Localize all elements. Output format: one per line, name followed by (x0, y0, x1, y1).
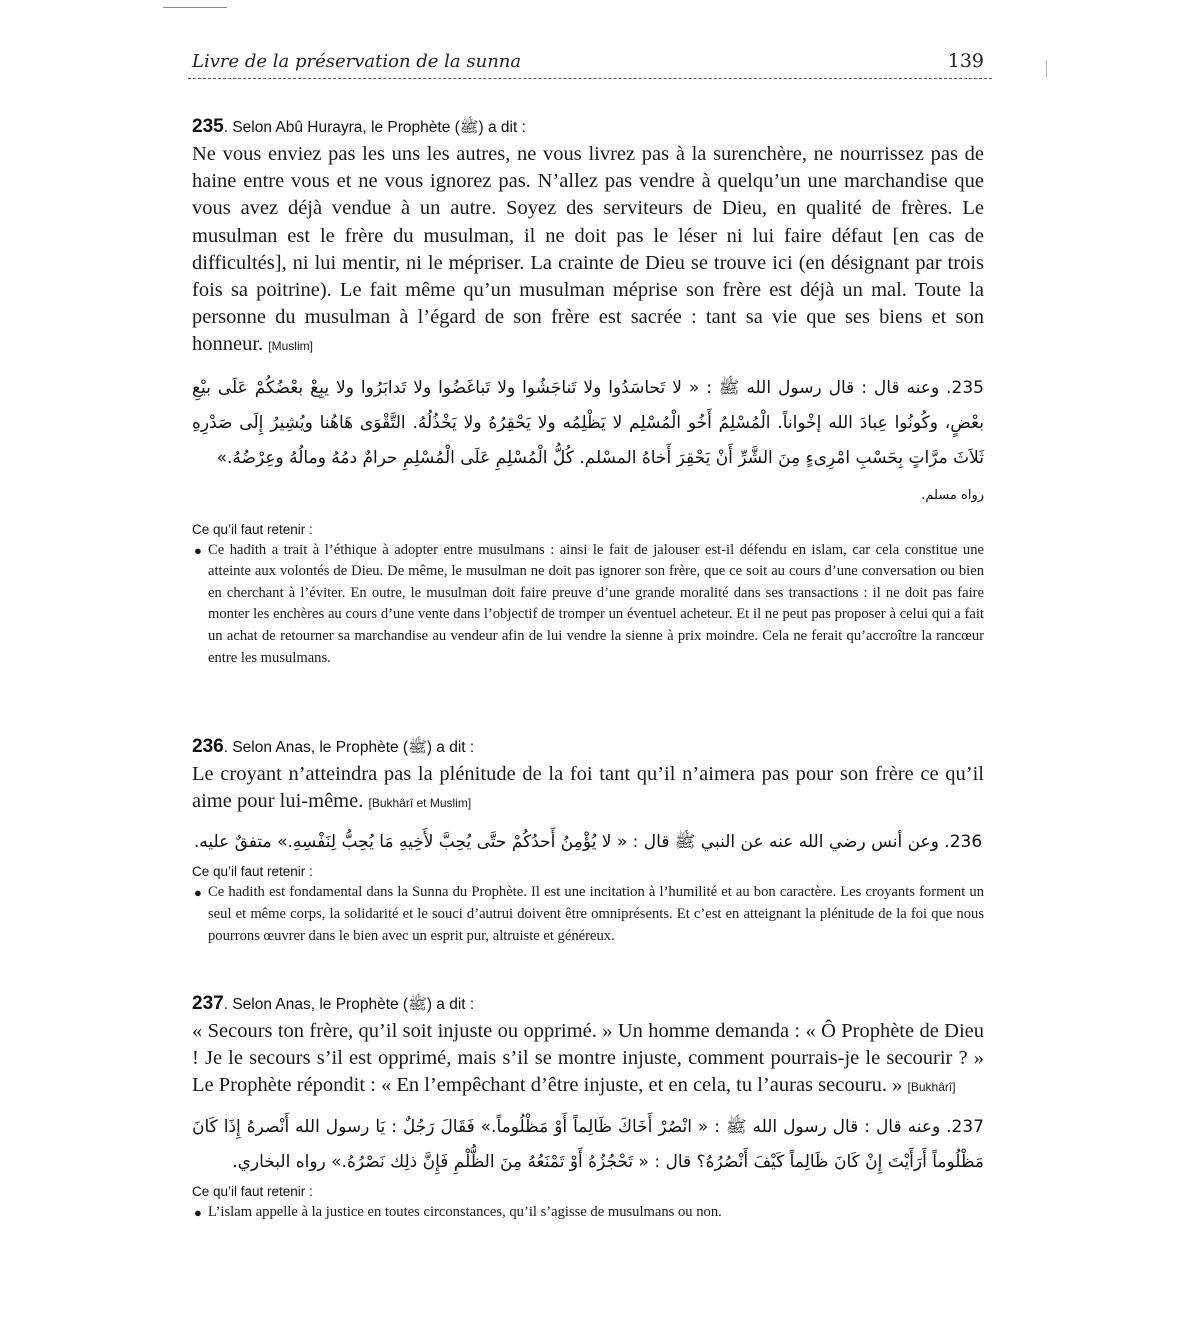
retain-list (192, 882, 984, 947)
hadith-236 (192, 736, 984, 947)
retain-label: Ce qu’il faut retenir : (192, 864, 313, 880)
retain-label: Ce qu’il faut retenir : (192, 521, 313, 537)
bullet-icon: ● (194, 1204, 202, 1220)
hadith-heading (192, 993, 984, 1015)
hadith-235 (192, 116, 984, 669)
hadith-arabic-text: 235. وعنه قال : قال رسول الله ﷺ : « لا تَحاسَدُوا ولا تَناجَشُوا ولا تَباغَضُوا ولا تَدابَرُوا ولا يبِعْ بعْضُكُمْ عَلَى بيْعِ بعْضٍ، وكُونُوا عِبادَ الله إخْواناً. الْمُسْلِمُ أَخُو الْمُسْلِم لا يَظْلِمُه ولا يَحْقِرُهُ ولا يَخْذُلُهُ. التَّقْوَى هَاهُنا ويُشِيرُ إِلَى صَدْرِهِ ثَلاَثَ مرَّاتٍ بِحَسْبِ امْرِىءٍ مِنَ الشَّرِّ أَنْ يَحْقِرَ أَخاهُ المسْلم. كُلُّ الْمُسْلِمِ عَلَى الْمُسْلِمِ حرامٌ دمُهُ ومالُهُ وعِرْضُهُ.» (192, 377, 984, 468)
hadith-intro: . Selon Anas, le Prophète (ﷺ) a dit : (223, 739, 475, 756)
book-page (192, 44, 984, 1220)
retain-list (192, 540, 984, 670)
hadith-heading (192, 736, 984, 758)
hadith-french-text (192, 141, 984, 361)
page-number: 139 (947, 50, 984, 72)
header-rule (188, 78, 992, 79)
hadith-237 (192, 993, 984, 1223)
hadith-arabic-reference (192, 476, 984, 514)
hadith-number: 237 (192, 993, 224, 1014)
retain-point-text: Ce hadith est fondamental dans la Sunna du Prophète. Il est une incitation à l’humilité et au bon caractère. Les croyants forment un seul et même corps, la solidarité et le souci d’autrui doivent être omniprésents. Et c’est en atteignant la plénitude de la foi que nous pourrons œuvrer dans le bien avec un esprit pur, altruiste et généreux. (208, 884, 984, 944)
hadith-french-text (192, 761, 984, 817)
retain-list (192, 1202, 984, 1224)
running-head (192, 44, 984, 72)
hadith-source: [Muslim] (268, 339, 313, 354)
hadith-french-text (192, 1018, 984, 1102)
french-body: Le croyant n’atteindra pas la plénitude de la foi tant qu’il n’aimera pas pour son frère ce qu’il aime pour lui-même. (192, 763, 984, 813)
hadith-intro: . Selon Anas, le Prophète (ﷺ) a dit : (223, 996, 475, 1013)
retain-point (192, 540, 984, 670)
running-head-title: Livre de la préservation de la sunna (192, 51, 522, 72)
french-body: « Secours ton frère, qu’il soit injuste ou opprimé. » Un homme demanda : « Ô Prophète de Dieu ! Je le secours s’il est opprimé, mais s’il se montre injuste, comment pourrais-je le secourir ? » Le Prophète répondit : « En l’empêchant d’être injuste, et en cela, tu l’auras secouru. » (192, 1020, 984, 1097)
retain-point-text: Ce hadith a trait à l’éthique à adopter entre musulmans : ainsi le fait de jalouser est-il défendu en islam, car cela constitue une atteinte aux volontés de Dieu. De même, le musulman ne doit pas ignorer son frère, que ce soit au cours d’une conversation ou bien en cherchant à l’éviter. En outre, le musulman doit faire preuve d’une grande moralité dans ses transactions : il ne doit pas faire monter les enchères au cours d’une vente dans l’objectif de tromper un éventuel acheteur. Et il ne peut pas proposer à celui qui a fait un achat de retourner sa marchandise au vendeur afin de lui vendre la sienne à prix moindre. Cela ne ferait qu’accroître la rancœur entre les musulmans. (208, 541, 984, 666)
bullet-icon: ● (194, 542, 202, 558)
hadith-intro: . Selon Abû Hurayra, le Prophète (ﷺ) a dit : (223, 119, 526, 136)
hadith-arabic-text: 237. وعنه قال : قال رسول الله ﷺ : « انْصُرْ أَخَاكَ ظَالِماً أَوْ مَظْلُوماً.» فَقَالَ رَجُلٌ : يَا رسول الله أَنْصرهُ إِذَا كَانَ مَظْلُوماً أَرَأَيْتَ إِنْ كَانَ ظَالِماً كَيْفَ أَنْصُرُهُ؟ قال : « تَحْجُزُهُ أَوْ تَمْنَعُهُ مِنَ الظُّلْمِ فَإِنَّ ذلِك نَصْرُهُ.» رواه البخاري. (192, 1116, 984, 1172)
hadith-number: 235 (192, 116, 224, 137)
hadith-arabic-text: 236. وعن أنس رضي الله عنه عن النبي ﷺ قال : « لا يُؤْمِنُ أَحدُكُمْ حتَّى يُحِبَّ لأَخِيهِ مَا يُحِبُّ لِنَفْسِهِ.» متفقٌ عليه. (193, 832, 983, 853)
scan-edge-mark (1046, 60, 1047, 78)
retain-point (192, 882, 984, 947)
french-body: Ne vous enviez pas les uns les autres, ne vous livrez pas à la surenchère, ne nourrissez pas de haine entre vous et ne vous ignorez pas. N’allez pas vendre à quelqu’un une marchandise que vous avez déjà vendue à un autre. Soyez des serviteurs de Dieu, en qualité de frères. Le musulman est le frère du musulman, il ne doit pas le léser ni lui faire défaut [en cas de difficultés], ni lui mentir, ni le mépriser. La crainte de Dieu se trouve ici (en désignant par trois fois sa poitrine). Le fait même qu’un musulman méprise son frère est déjà un mal. Toute la personne du musulman à l’égard de son frère est sacrée : tant sa vie que ses biens et son honneur. (192, 143, 984, 356)
bullet-icon: ● (194, 885, 202, 901)
arabic-ref: رواه مسلم. (921, 487, 984, 503)
retain-point (192, 1202, 984, 1224)
retain-point-text: L’islam appelle à la justice en toutes circonstances, qu’il s’agisse de musulmans ou non. (208, 1203, 722, 1220)
hadith-source: [Bukhârî] (907, 1080, 956, 1095)
hadith-source: [Bukhârî et Muslim] (368, 796, 472, 811)
scan-artifact-mark (163, 7, 227, 8)
hadith-number: 236 (192, 736, 224, 757)
hadith-heading (192, 116, 984, 138)
retain-label: Ce qu’il faut retenir : (192, 1183, 313, 1199)
